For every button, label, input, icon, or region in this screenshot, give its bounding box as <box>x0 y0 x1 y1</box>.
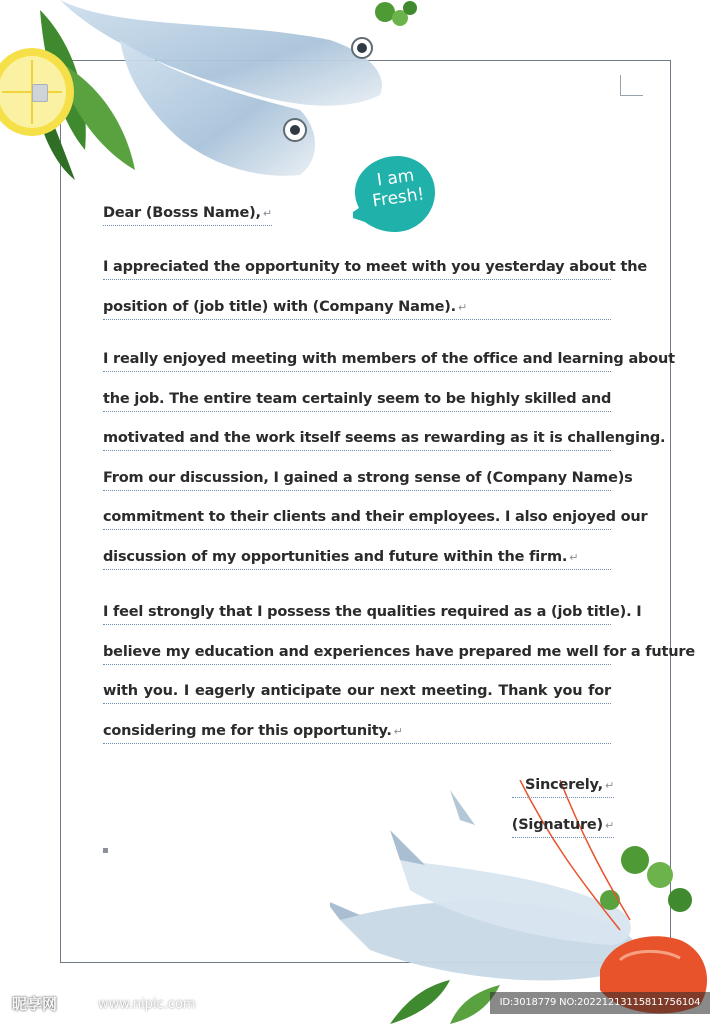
paragraph-line: I appreciated the opportunity to meet with you yesterday about the <box>103 252 611 292</box>
paragraph-line: the job. The entire team certainly seem to be highly skilled and <box>103 384 611 424</box>
margin-corner-mark <box>620 75 643 96</box>
paragraph-line: From our discussion, I gained a strong sense of (Company Name)s <box>103 463 611 503</box>
paragraph-line: I feel strongly that I possess the qualities required as a (job title). I <box>103 597 611 637</box>
badge-line-1: I am <box>375 165 416 191</box>
paragraph-line: I really enjoyed meeting with members of the office and learning about <box>103 344 611 384</box>
closing-text: Sincerely, <box>525 777 603 793</box>
parsley-illustration <box>600 846 692 912</box>
signature-text: (Signature) <box>511 816 603 833</box>
paragraph-1 <box>103 252 647 331</box>
document-icon <box>32 84 48 102</box>
salutation: Dear (Bosss Name), ↵ <box>103 198 272 238</box>
paragraph-3 <box>103 597 695 755</box>
paragraph-line: commitment to their clients and their employees. I also enjoyed our <box>103 502 611 542</box>
closing: Sincerely, ↵ (Signature) ↵ <box>512 770 614 849</box>
parsley-illustration <box>375 1 417 26</box>
paragraph-mark: ▪ <box>102 845 109 856</box>
paragraph-line: considering me for this opportunity. ↵ <box>103 716 611 756</box>
watermark-url: www.nipic.com <box>98 997 196 1012</box>
paragraph-2 <box>103 344 675 581</box>
paragraph-line: position of (job title) with (Company Name). ↵ <box>103 292 611 332</box>
watermark-id: ID:3018779 NO:20221213115811756104 <box>490 992 710 1014</box>
leaf-illustration <box>390 980 500 1024</box>
paragraph-line: believe my education and experiences have prepared me well for a future <box>103 637 611 677</box>
paragraph-line: discussion of my opportunities and future within the firm. ↵ <box>103 542 611 582</box>
badge-line-2: Fresh! <box>371 184 426 212</box>
paragraph-line: motivated and the work itself seems as rewarding as it is challenging. <box>103 423 611 463</box>
paragraph-line: with you. I eagerly anticipate our next meeting. Thank you for <box>103 676 611 716</box>
watermark-logo: 昵享网 <box>12 995 58 1013</box>
